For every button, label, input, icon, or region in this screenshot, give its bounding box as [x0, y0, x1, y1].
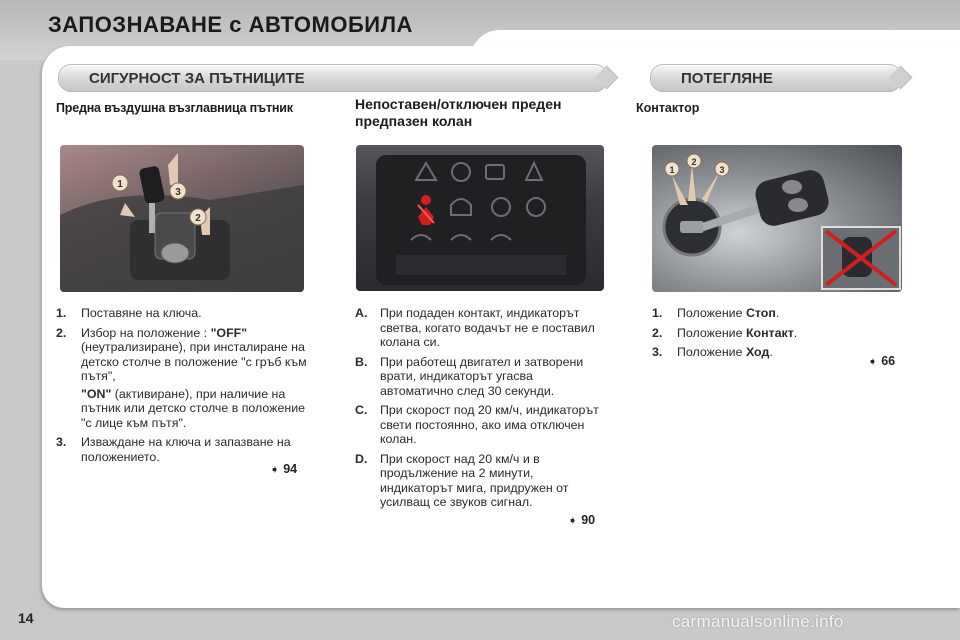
marker-3: 3	[719, 165, 725, 175]
list-item: 2. Положение Контакт.	[652, 325, 798, 340]
list-item: 1. Положение Стоп.	[652, 306, 780, 320]
list-item: A. При подаден контакт, индикаторът светва, когато водачът не е поставил колана си.	[355, 306, 595, 349]
marker-2: 2	[195, 213, 201, 224]
watermark: carmanualsonline.info	[672, 612, 844, 631]
list-item: 3. Положение Ход.	[652, 345, 773, 359]
page-number: 14	[18, 610, 34, 626]
marker-1: 1	[117, 179, 123, 190]
section-header-passenger-safety: СИГУРНОСТ ЗА ПЪТНИЦИТЕ	[58, 64, 608, 92]
list-item: 3. Изваждане на ключа и запазване на положението.	[56, 435, 291, 464]
double-arrow-icon: ➧	[270, 464, 280, 476]
dashboard-warning-lights-photo	[356, 145, 604, 291]
ignition-key-photo	[652, 145, 902, 292]
section-header-starting: ПОТЕГЛЯНЕ	[650, 64, 902, 92]
ignition-steps-list	[652, 306, 902, 365]
seatbelt-steps-list	[355, 306, 607, 515]
page-reference-90[interactable]: ➧ 90	[568, 513, 596, 527]
subtitle-airbag: Предна въздушна възглавница пътник	[56, 101, 293, 115]
double-arrow-icon: ➧	[568, 515, 578, 527]
airbag-steps-list	[56, 306, 311, 469]
list-item: B. При работещ двигател и затворени врати, индикаторът угасва автоматично след 30 секунди.	[355, 354, 584, 398]
page-reference-66[interactable]: ➧ 66	[868, 354, 896, 368]
list-item: D. При скорост над 20 км/ч и в продължение на 2 минути, индикаторът мига, придружен от усилващ се звуков сигнал.	[355, 451, 569, 509]
list-item: C. При скорост под 20 км/ч, индикаторът свети постоянно, ако има отключен колан.	[355, 403, 599, 446]
page-reference-94[interactable]: ➧ 94	[270, 462, 298, 476]
marker-3: 3	[175, 187, 181, 198]
double-arrow-icon: ➧	[868, 356, 878, 368]
subtitle-seatbelt: Непоставен/отключен преден предпазен колан	[355, 96, 562, 129]
subtitle-ignition: Контактор	[636, 101, 700, 115]
marker-1: 1	[669, 165, 675, 175]
crossed-key-inset	[822, 227, 900, 289]
list-item: 2. Избор на положение : "OFF" (неутрализиране), при инсталиране на детско столче в положение "с гръб към пътя",	[56, 325, 307, 383]
list-item-continuation: "ON" (активиране), при наличие на пътник или детско столче в положение "с лице към пътя".	[81, 386, 306, 430]
page-title: ЗАПОЗНАВАНЕ с АВТОМОБИЛА	[48, 12, 413, 37]
airbag-switch-photo	[60, 145, 304, 292]
marker-2: 2	[691, 157, 697, 167]
list-item: 1. Поставяне на ключа.	[56, 306, 202, 320]
